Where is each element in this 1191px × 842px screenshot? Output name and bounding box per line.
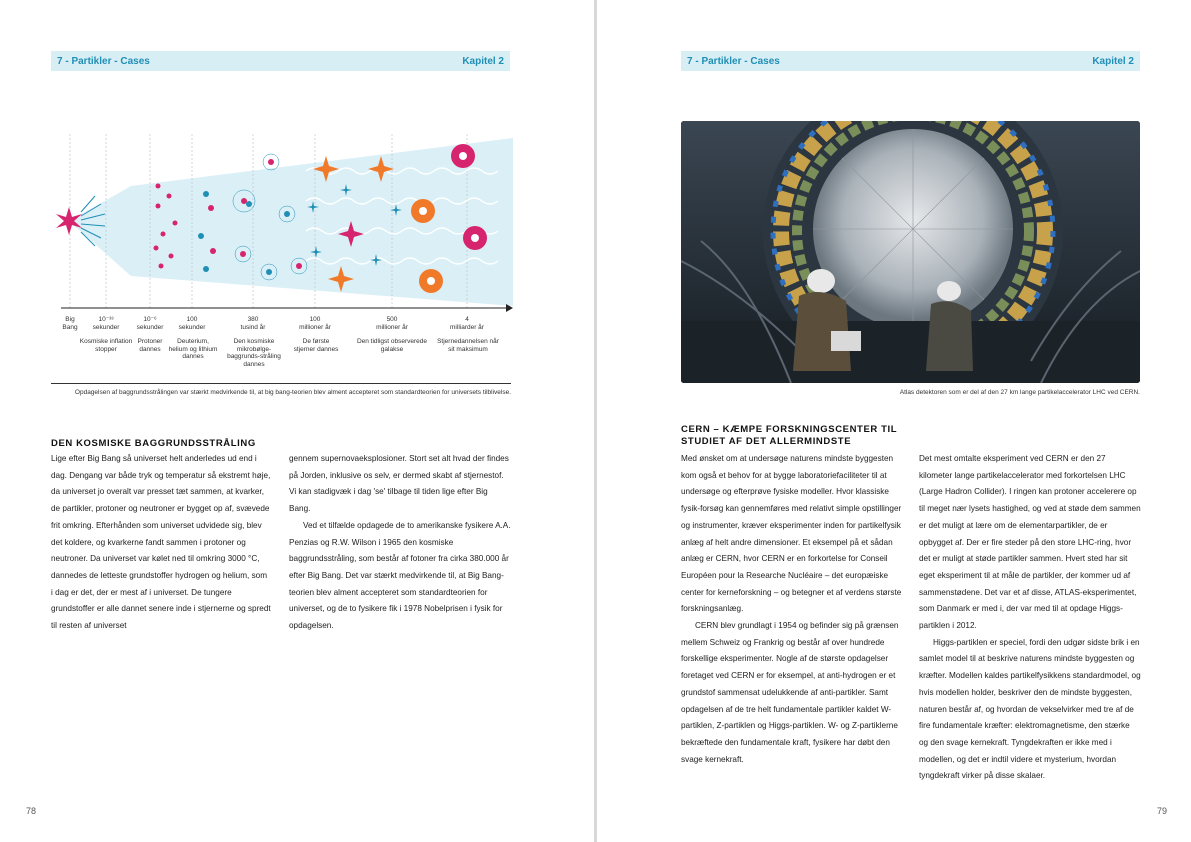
atlas-detector-illustration [681,121,1140,383]
timeline-time-1: 10⁻³³ sekunder [92,316,120,331]
timeline-time-5: 100 millioner år [299,316,331,331]
chapter-header [51,51,510,71]
expansion-cone [69,138,513,306]
chapter-number-label: Kapitel 2 [1092,55,1134,67]
universe-timeline-illustration [51,126,513,381]
section-title: DEN KOSMISKE BAGGRUNDSSTRÅLING [51,438,256,449]
timeline-desc-0: Kosmiske inflation stopper [79,338,133,353]
timeline-time-2: 10⁻⁶ sekunder [136,316,164,331]
atlas-detector-photo [681,121,1140,383]
paragraph: Lige efter Big Bang så universet helt anderledes ud end i dag. Dengang var både tryk og temperatur så ekstremt høje, da universet jo overalt var presset tæt sammen, at kvarker, de partikler, protoner og neutroner er bygget op af, svævede frit omkring. Efterhånden som universet udvidede sig, blev det koldere, og kvarkerne fandt sammen i protoner og neutroner. Da universet var kølet ned til omkring 3000 °C, dannedes de letteste grundstoffer hydrogen og helium, som i dag er det, der er mest af i universet. De tungere grundstoffer er alle dannet senere inde i stjernerne og spredt til resten af universet [51,454,271,631]
paragraph: Ved et tilfælde opdagede de to amerikanske fysikere A.A. Penzias og R.W. Wilson i 1965 den kosmiske baggrundsstråling, som består af fotoner fra cirka 380.000 år efter Big Bang. Det var stærkt medvirkende til, at Big Bang-teorien blev alment accepteret som standardteorien for universet, og de to fysikere fik i 1978 Nobelprisen i fysik for opdagelsen. [289,520,511,631]
page-number: 79 [1156,806,1167,816]
chapter-section-label: 7 - Partikler - Cases [687,55,780,67]
left-page [0,0,594,842]
chapter-section-label: 7 - Partikler - Cases [57,55,150,67]
figure-caption-rule [51,383,511,384]
paragraph: CERN blev grundlagt i 1954 og befinder sig på grænsen mellem Schweiz og Frankrig og består af over hundrede forskellige eksperimenter. Nogle af de største opdagelser foretaget ved CERN er for eksempel, at anti-hydrogen er et grundstof sammensat udelukkende af anti-partikler. Samt opdagelsen af de tre helt fundamentale partikler kaldet W-partiklen, Z-partiklen og Higgs-partiklen. W- og Z-partiklerne bekræftede den fundamentale kraft, fysikere har døbt den svage kernekraft. [681,621,899,764]
body-column-2 [289,451,511,635]
timeline-desc-2: Deuterium, helium og lithium dannes [168,338,218,360]
timeline-desc-1: Protoner dannes [137,338,163,353]
photo-caption: Atlas detektoren som er del af den 27 km lange partikelaccelerator LHC ved CERN. [899,389,1140,396]
body-column-2 [919,451,1141,785]
detector-floor [681,321,1140,383]
body-column-1 [681,451,903,768]
figure-caption: Opdagelsen af baggrundsstrålingen var stærkt medvirkende til, at big bang-teorien blev alment accepteret som standardteorien for universets tilblivelse. [74,389,511,396]
timeline-desc-4: De første stjerner dannes [293,338,339,353]
timeline-desc-6: Stjernedannelsen når sit maksimum [437,338,499,353]
chapter-number-label: Kapitel 2 [462,55,504,67]
timeline-time-0: Big Bang [62,316,78,331]
timeline-desc-3: Den kosmiske mikrobølge-baggrunds-stråling dannes [227,338,281,368]
timeline-time-4: 380 tusind år [240,316,266,331]
timeline-time-6: 500 millioner år [376,316,408,331]
right-page [597,0,1191,842]
chapter-header [681,51,1140,71]
timeline-time-3: 100 sekunder [178,316,206,331]
paragraph: Higgs-partiklen er speciel, fordi den udgør sidste brik i en samlet model til at beskrive naturens mindste byggesten og kræfter. Modellen kaldes partikelfysikkens standardmodel, og hvis modellen holder, beskriver den de mindste byggesten, naturen består af, og hvordan de vekselvirker med tre af de fire fundamentale kræfter: elektromagnetisme, den stærke og den svage kernekraft. Tyngdekraften er ikke med i modellen, og det er indtil videre et mysterium, hvordan tyngdekraft virker på disse skalaer. [919,637,1141,781]
section-title: CERN – KÆMPE FORSKNINGSCENTER TIL STUDIET AF DET ALLERMINDSTE [681,424,898,447]
timeline-desc-5: Den tidligst observerede galakse [356,338,428,353]
paragraph: Det mest omtalte eksperiment ved CERN er den 27 kilometer lange partikelaccelerator med forkortelsen LHC (Large Hadron Collider). I ringen kan protoner accelerere op til meget nær lysets hastighed, og ved at støde dem sammen er det muligt at lære om de elementarpartikler, de er opbygget af. Der er fire steder på den store LHC-ring, hvor det er muligt at støde partikler sammen. Hvert sted har sit eget eksperiment til at måle de partikler, der kommer ud af sammenstødene. Det var et af disse, ATLAS-eksperimentet, som Danmark er med i, der var med til at opdage Higgs-partiklen i 2012. [919,454,1141,631]
timeline-time-7: 4 milliarder år [450,316,484,331]
paragraph: gennem supernovaeksplosioner. Stort set alt hvad der findes på Jorden, inklusive os selv, er dermed skabt af stjernestof. Vi kan stadigvæk i dag 'se' tilbage til tiden lige efter Big Bang. [289,454,509,514]
paragraph: Med ønsket om at undersøge naturens mindste byggesten kom også et behov for at bygge laboratoriefaciliteter til at undersøge og efterprøve fysiske modeller. Hvor klassiske fysik-forsøg kan gennemføres med relativt simple opstillinger og instrumenter, kræver eksperimenter inden for partikelfysik anlæg af helt andre dimensioner. Et eksempel på et sådan anlæg er CERN, hvor CERN er en forkortelse for Conseil Européen pour la Researche Nucléaire – det europæiske center for kerneforskning – og betegner et af verdens største forskningsanlæg. [681,454,902,614]
body-column-1 [51,451,271,635]
disc-segments [813,129,1013,329]
page-number: 78 [26,806,37,816]
